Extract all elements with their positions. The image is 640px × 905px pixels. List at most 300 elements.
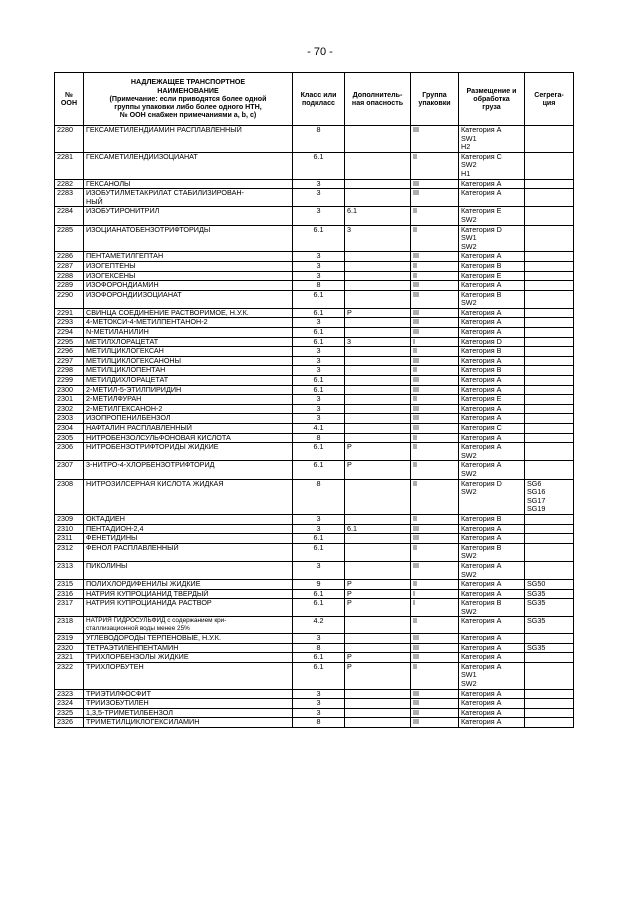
segregation-cell [525, 534, 574, 544]
packing-group-cell: II [411, 261, 459, 271]
un-number-cell: 2307 [55, 461, 84, 479]
class-cell: 3 [293, 189, 345, 207]
segregation-cell [525, 189, 574, 207]
cell-line: НАТРИЯ КУПРОЦИАНИДА РАСТВОР [86, 598, 212, 608]
subsidiary-risk-cell [345, 252, 411, 262]
table-row [55, 189, 574, 207]
header-un-number [55, 73, 84, 126]
subsidiary-risk-cell [345, 634, 411, 644]
cell-line: НАДЛЕЖАЩЕЕ ТРАНСПОРТНОЕ [130, 78, 246, 87]
un-number-cell: 2284 [55, 207, 84, 225]
class-cell: 8 [293, 718, 345, 728]
class-cell: 6.1 [293, 152, 345, 179]
shipping-name-cell [84, 580, 293, 590]
cell-line: ИЗОБУТИРОНИТРИЛ [86, 206, 160, 216]
shipping-name-cell [84, 126, 293, 153]
segregation-cell [525, 356, 574, 366]
un-number-cell: 2283 [55, 189, 84, 207]
un-number-cell: 2326 [55, 718, 84, 728]
shipping-name-cell [84, 461, 293, 479]
stowage-cell [459, 290, 525, 308]
subsidiary-risk-cell [345, 271, 411, 281]
shipping-name-cell [84, 189, 293, 207]
cell-line: SW1 [461, 670, 477, 680]
table-row [55, 261, 574, 271]
un-number-cell: 2298 [55, 366, 84, 376]
cell-line: Категория A [461, 717, 502, 727]
shipping-name-cell [84, 443, 293, 461]
un-number-cell: 2291 [55, 308, 84, 318]
shipping-name-cell [84, 376, 293, 386]
packing-group-cell: III [411, 524, 459, 534]
packing-group-cell: III [411, 404, 459, 414]
packing-group-cell: II [411, 433, 459, 443]
subsidiary-risk-cell: 3 [345, 337, 411, 347]
packing-group-cell: III [411, 281, 459, 291]
cell-line: НАФТАЛИН РАСПЛАВЛЕННЫЙ [86, 423, 192, 432]
cell-line: 1,3,5-ТРИМЕТИЛБЕНЗОЛ [86, 707, 173, 717]
cell-line: Категория A [461, 403, 502, 413]
cell-line: СВИНЦА СОЕДИНЕНИЕ РАСТВОРИМОЕ, Н.У.К. [86, 307, 249, 317]
stowage-cell [459, 443, 525, 461]
cell-line: ГЕКСАМЕТИЛЕНДИИЗОЦИАНАТ [86, 151, 198, 161]
subsidiary-risk-cell [345, 617, 411, 634]
shipping-name-cell [84, 225, 293, 252]
shipping-name-cell [84, 561, 293, 579]
segregation-cell [525, 308, 574, 318]
packing-group-cell: III [411, 179, 459, 189]
packing-group-cell: II [411, 366, 459, 376]
cell-line: SG50 [527, 579, 546, 589]
un-number-cell: 2290 [55, 290, 84, 308]
subsidiary-risk-cell [345, 689, 411, 699]
subsidiary-risk-cell [345, 366, 411, 376]
stowage-cell [459, 189, 525, 207]
subsidiary-risk-cell [345, 414, 411, 424]
packing-group-cell: III [411, 356, 459, 366]
cell-line: SW2 [461, 487, 477, 497]
un-number-cell: 2302 [55, 404, 84, 414]
cell-line: Категория A [461, 533, 502, 543]
subsidiary-risk-cell [345, 404, 411, 414]
un-number-cell: 2289 [55, 281, 84, 291]
packing-group-cell: III [411, 699, 459, 709]
cell-line: Категория E [461, 394, 502, 404]
packing-group-cell: III [411, 653, 459, 663]
un-number-cell: 2296 [55, 347, 84, 357]
cell-line: SW2 [461, 551, 477, 561]
class-cell: 6.1 [293, 589, 345, 599]
cell-line: ИЗОФОРОНДИИЗОЦИАНАТ [86, 289, 182, 299]
stowage-cell [459, 653, 525, 663]
packing-group-cell: III [411, 189, 459, 207]
class-cell: 6.1 [293, 290, 345, 308]
cell-line: группы упаковки либо более одного НТН, [114, 103, 262, 112]
subsidiary-risk-cell: P [345, 461, 411, 479]
subsidiary-risk-cell [345, 395, 411, 405]
subsidiary-risk-cell [345, 433, 411, 443]
packing-group-cell: III [411, 718, 459, 728]
cell-line: ТРИХЛОРБЕНЗОЛЫ ЖИДКИЕ [86, 652, 189, 662]
stowage-cell [459, 126, 525, 153]
packing-group-cell: II [411, 479, 459, 514]
class-cell: 6.1 [293, 443, 345, 461]
cell-line: SW2 [461, 241, 477, 251]
stowage-cell [459, 543, 525, 561]
cell-line: Категория A [461, 460, 502, 470]
cell-line: ПЕНТАМЕТИЛГЕПТАН [86, 251, 164, 261]
cell-line: 2-МЕТИЛ-5-ЭТИЛПИРИДИН [86, 384, 182, 394]
cell-line: сталлизационной воды менее 25% [86, 625, 190, 633]
stowage-cell [459, 424, 525, 434]
cell-line: ПОЛИХЛОРДИФЕНИЛЫ ЖИДКИЕ [86, 579, 201, 589]
subsidiary-risk-cell: P [345, 589, 411, 599]
segregation-cell [525, 643, 574, 653]
cell-line: ТРИИЗОБУТИЛЕН [86, 698, 149, 708]
shipping-name-cell [84, 653, 293, 663]
table-row [55, 479, 574, 514]
cell-line: ПИКОЛИНЫ [86, 560, 128, 570]
class-cell: 3 [293, 252, 345, 262]
cell-line: ООН [60, 99, 78, 107]
cell-line: 2-МЕТИЛФУРАН [86, 394, 142, 404]
class-cell: 8 [293, 433, 345, 443]
class-cell: 6.1 [293, 653, 345, 663]
cell-line: SW2 [461, 606, 477, 616]
class-cell: 3 [293, 514, 345, 524]
un-number-cell: 2293 [55, 318, 84, 328]
class-cell: 3 [293, 207, 345, 225]
subsidiary-risk-cell: P [345, 443, 411, 461]
subsidiary-risk-cell [345, 385, 411, 395]
segregation-cell [525, 281, 574, 291]
subsidiary-risk-cell [345, 718, 411, 728]
cell-line: SW2 [461, 214, 477, 224]
packing-group-cell: III [411, 252, 459, 262]
cell-line: Категория A [461, 652, 502, 662]
packing-group-cell: III [411, 376, 459, 386]
un-number-cell: 2319 [55, 634, 84, 644]
table-row [55, 225, 574, 252]
packing-group-cell: II [411, 543, 459, 561]
cell-line: SW1 [461, 133, 477, 143]
cell-line: Сегрега- [534, 90, 564, 99]
packing-group-cell: III [411, 634, 459, 644]
packing-group-cell: I [411, 599, 459, 617]
cell-line: ТРИЭТИЛФОСФИТ [86, 688, 151, 698]
stowage-cell [459, 599, 525, 617]
un-number-cell: 2315 [55, 580, 84, 590]
cell-line: № [65, 90, 73, 99]
cell-line: SG35 [527, 642, 546, 652]
table-row [55, 514, 574, 524]
cell-line: Категория A [461, 633, 502, 643]
cell-line: МЕТИЛЦИКЛОГЕКСАН [86, 346, 164, 356]
cell-line: Категория A [461, 688, 502, 698]
stowage-cell [459, 662, 525, 689]
stowage-cell [459, 514, 525, 524]
subsidiary-risk-cell: P [345, 653, 411, 663]
table-row [55, 443, 574, 461]
cell-line: ГЕКСАНОЛЫ [86, 178, 131, 188]
cell-line: Размещение и [466, 86, 517, 95]
cell-line: Категория A [461, 355, 502, 365]
segregation-cell [525, 443, 574, 461]
segregation-cell [525, 461, 574, 479]
segregation-cell [525, 699, 574, 709]
cell-line: Категория C [461, 423, 502, 432]
segregation-cell [525, 328, 574, 338]
un-number-cell: 2281 [55, 152, 84, 179]
cell-line: Категория A [461, 280, 502, 290]
subsidiary-risk-cell [345, 126, 411, 153]
cell-line: Категория A [461, 413, 502, 423]
cell-line: Категория A [461, 125, 502, 134]
class-cell: 3 [293, 708, 345, 718]
cell-line: SG35 [527, 588, 546, 598]
class-cell: 3 [293, 689, 345, 699]
class-cell: 6.1 [293, 461, 345, 479]
class-cell: 3 [293, 366, 345, 376]
segregation-cell [525, 261, 574, 271]
stowage-cell [459, 347, 525, 357]
segregation-cell [525, 152, 574, 179]
stowage-cell [459, 152, 525, 179]
segregation-cell [525, 599, 574, 617]
packing-group-cell: II [411, 395, 459, 405]
table-row [55, 718, 574, 728]
subsidiary-risk-cell [345, 347, 411, 357]
dangerous-goods-table [54, 72, 574, 728]
cell-line: Категория A [461, 327, 502, 337]
subsidiary-risk-cell [345, 356, 411, 366]
subsidiary-risk-cell [345, 189, 411, 207]
segregation-cell [525, 617, 574, 634]
subsidiary-risk-cell: P [345, 580, 411, 590]
un-number-cell: 2301 [55, 395, 84, 405]
class-cell: 3 [293, 179, 345, 189]
subsidiary-risk-cell [345, 152, 411, 179]
stowage-cell [459, 634, 525, 644]
un-number-cell: 2285 [55, 225, 84, 252]
cell-line: H2 [461, 142, 471, 152]
shipping-name-cell [84, 599, 293, 617]
segregation-cell [525, 318, 574, 328]
shipping-name-cell [84, 634, 293, 644]
packing-group-cell: II [411, 225, 459, 252]
cell-line: Категория B [461, 289, 502, 299]
un-number-cell: 2318 [55, 617, 84, 634]
cell-line: обработка [473, 94, 510, 103]
header-class [293, 73, 345, 126]
cell-line: ИЗОФОРОНДИАМИН [86, 280, 159, 290]
segregation-cell [525, 404, 574, 414]
cell-line: H1 [461, 168, 471, 178]
class-cell: 6.1 [293, 376, 345, 386]
un-number-cell: 2316 [55, 589, 84, 599]
packing-group-cell: III [411, 290, 459, 308]
table-row [55, 126, 574, 153]
packing-group-cell: I [411, 337, 459, 347]
class-cell: 9 [293, 580, 345, 590]
subsidiary-risk-cell [345, 179, 411, 189]
packing-group-cell: II [411, 347, 459, 357]
table-row [55, 424, 574, 434]
cell-line: ИЗОБУТИЛМЕТАКРИЛАТ СТАБИЛИЗИРОВАН- [86, 188, 244, 198]
un-number-cell: 2294 [55, 328, 84, 338]
segregation-cell [525, 634, 574, 644]
stowage-cell [459, 479, 525, 514]
un-number-cell: 2325 [55, 708, 84, 718]
packing-group-cell: II [411, 461, 459, 479]
table-row [55, 634, 574, 644]
subsidiary-risk-cell [345, 261, 411, 271]
table-row [55, 662, 574, 689]
packing-group-cell: II [411, 207, 459, 225]
class-cell: 4.1 [293, 424, 345, 434]
segregation-cell [525, 414, 574, 424]
class-cell: 3 [293, 347, 345, 357]
segregation-cell [525, 580, 574, 590]
cell-line: Категория B [461, 542, 502, 552]
stowage-cell [459, 395, 525, 405]
subsidiary-risk-cell [345, 281, 411, 291]
cell-line: SG35 [527, 598, 546, 608]
un-number-cell: 2297 [55, 356, 84, 366]
packing-group-cell: III [411, 328, 459, 338]
cell-line: Категория A [461, 188, 502, 198]
cell-line: SW2 [461, 569, 477, 579]
table-row [55, 599, 574, 617]
cell-line: Категория B [461, 598, 502, 608]
cell-line: ОКТАДИЕН [86, 513, 125, 523]
shipping-name-cell [84, 261, 293, 271]
un-number-cell: 2286 [55, 252, 84, 262]
cell-line: Категория B [461, 365, 502, 375]
packing-group-cell: III [411, 643, 459, 653]
class-cell: 3 [293, 524, 345, 534]
packing-group-cell: III [411, 318, 459, 328]
table-row [55, 252, 574, 262]
cell-line: ная опасность [351, 99, 404, 107]
table-row [55, 207, 574, 225]
un-number-cell: 2322 [55, 662, 84, 689]
table-row [55, 617, 574, 634]
un-number-cell: 2311 [55, 534, 84, 544]
cell-line: ИЗОГЕКСЕНЫ [86, 270, 136, 280]
cell-line: НЫЙ [86, 196, 103, 206]
shipping-name-cell [84, 617, 293, 634]
stowage-cell [459, 534, 525, 544]
stowage-cell [459, 461, 525, 479]
un-number-cell: 2308 [55, 479, 84, 514]
cell-line: ИЗОЦИАНАТОБЕНЗОТРИФТОРИДЫ [86, 224, 211, 234]
un-number-cell: 2313 [55, 561, 84, 579]
class-cell: 3 [293, 318, 345, 328]
table-row [55, 534, 574, 544]
class-cell: 6.1 [293, 328, 345, 338]
class-cell: 6.1 [293, 385, 345, 395]
subsidiary-risk-cell: P [345, 662, 411, 689]
stowage-cell [459, 580, 525, 590]
class-cell: 6.1 [293, 662, 345, 689]
cell-line: Категория A [461, 442, 502, 452]
segregation-cell [525, 225, 574, 252]
class-cell: 8 [293, 643, 345, 653]
shipping-name-cell [84, 252, 293, 262]
class-cell: 3 [293, 395, 345, 405]
cell-line: Категория C [461, 151, 502, 161]
class-cell: 3 [293, 634, 345, 644]
segregation-cell [525, 271, 574, 281]
shipping-name-cell [84, 543, 293, 561]
cell-line: N-МЕТИЛАНИЛИН [86, 327, 149, 337]
cell-line: Класс или [300, 90, 337, 99]
class-cell: 6.1 [293, 534, 345, 544]
segregation-cell [525, 179, 574, 189]
subsidiary-risk-cell [345, 543, 411, 561]
shipping-name-cell [84, 662, 293, 689]
class-cell: 8 [293, 126, 345, 153]
cell-line: SG17 [527, 495, 546, 505]
header-subsidiary-risk [345, 73, 411, 126]
stowage-cell [459, 617, 525, 634]
stowage-cell [459, 225, 525, 252]
cell-line: Категория A [461, 579, 502, 589]
subsidiary-risk-cell [345, 561, 411, 579]
table-row [55, 281, 574, 291]
subsidiary-risk-cell [345, 643, 411, 653]
subsidiary-risk-cell [345, 514, 411, 524]
un-number-cell: 2324 [55, 699, 84, 709]
segregation-cell [525, 252, 574, 262]
table-row [55, 376, 574, 386]
page-number: - 70 - [307, 46, 333, 58]
packing-group-cell: II [411, 514, 459, 524]
segregation-cell [525, 290, 574, 308]
subsidiary-risk-cell: 6.1 [345, 524, 411, 534]
packing-group-cell: II [411, 271, 459, 281]
segregation-cell [525, 424, 574, 434]
cell-line: 3-НИТРО-4-ХЛОРБЕНЗОТРИФТОРИД [86, 460, 215, 470]
cell-line: Категория A [461, 588, 502, 598]
cell-line: Категория A [461, 178, 502, 188]
stowage-cell [459, 718, 525, 728]
packing-group-cell: III [411, 385, 459, 395]
stowage-cell [459, 207, 525, 225]
class-cell: 8 [293, 281, 345, 291]
class-cell: 3 [293, 271, 345, 281]
un-number-cell: 2309 [55, 514, 84, 524]
cell-line: Категория A [461, 317, 502, 327]
cell-line: Категория A [461, 523, 502, 533]
cell-line: НИТРОБЕНЗОЛСУЛЬФОНОВАЯ КИСЛОТА [86, 432, 231, 442]
cell-line: Категория A [461, 307, 502, 317]
subsidiary-risk-cell [345, 534, 411, 544]
table-body [55, 126, 574, 728]
un-number-cell: 2312 [55, 543, 84, 561]
cell-line: МЕТИЛЦИКЛОГЕКСАНОНЫ [86, 355, 181, 365]
packing-group-cell: III [411, 534, 459, 544]
packing-group-cell: II [411, 152, 459, 179]
cell-line: Категория D [461, 478, 502, 488]
cell-line: НАТРИЯ ГИДРОСУЛЬФИД с содержанием кри- [86, 617, 227, 625]
class-cell: 6.1 [293, 599, 345, 617]
class-cell: 6.1 [293, 225, 345, 252]
shipping-name-cell [84, 281, 293, 291]
segregation-cell [525, 347, 574, 357]
segregation-cell [525, 376, 574, 386]
